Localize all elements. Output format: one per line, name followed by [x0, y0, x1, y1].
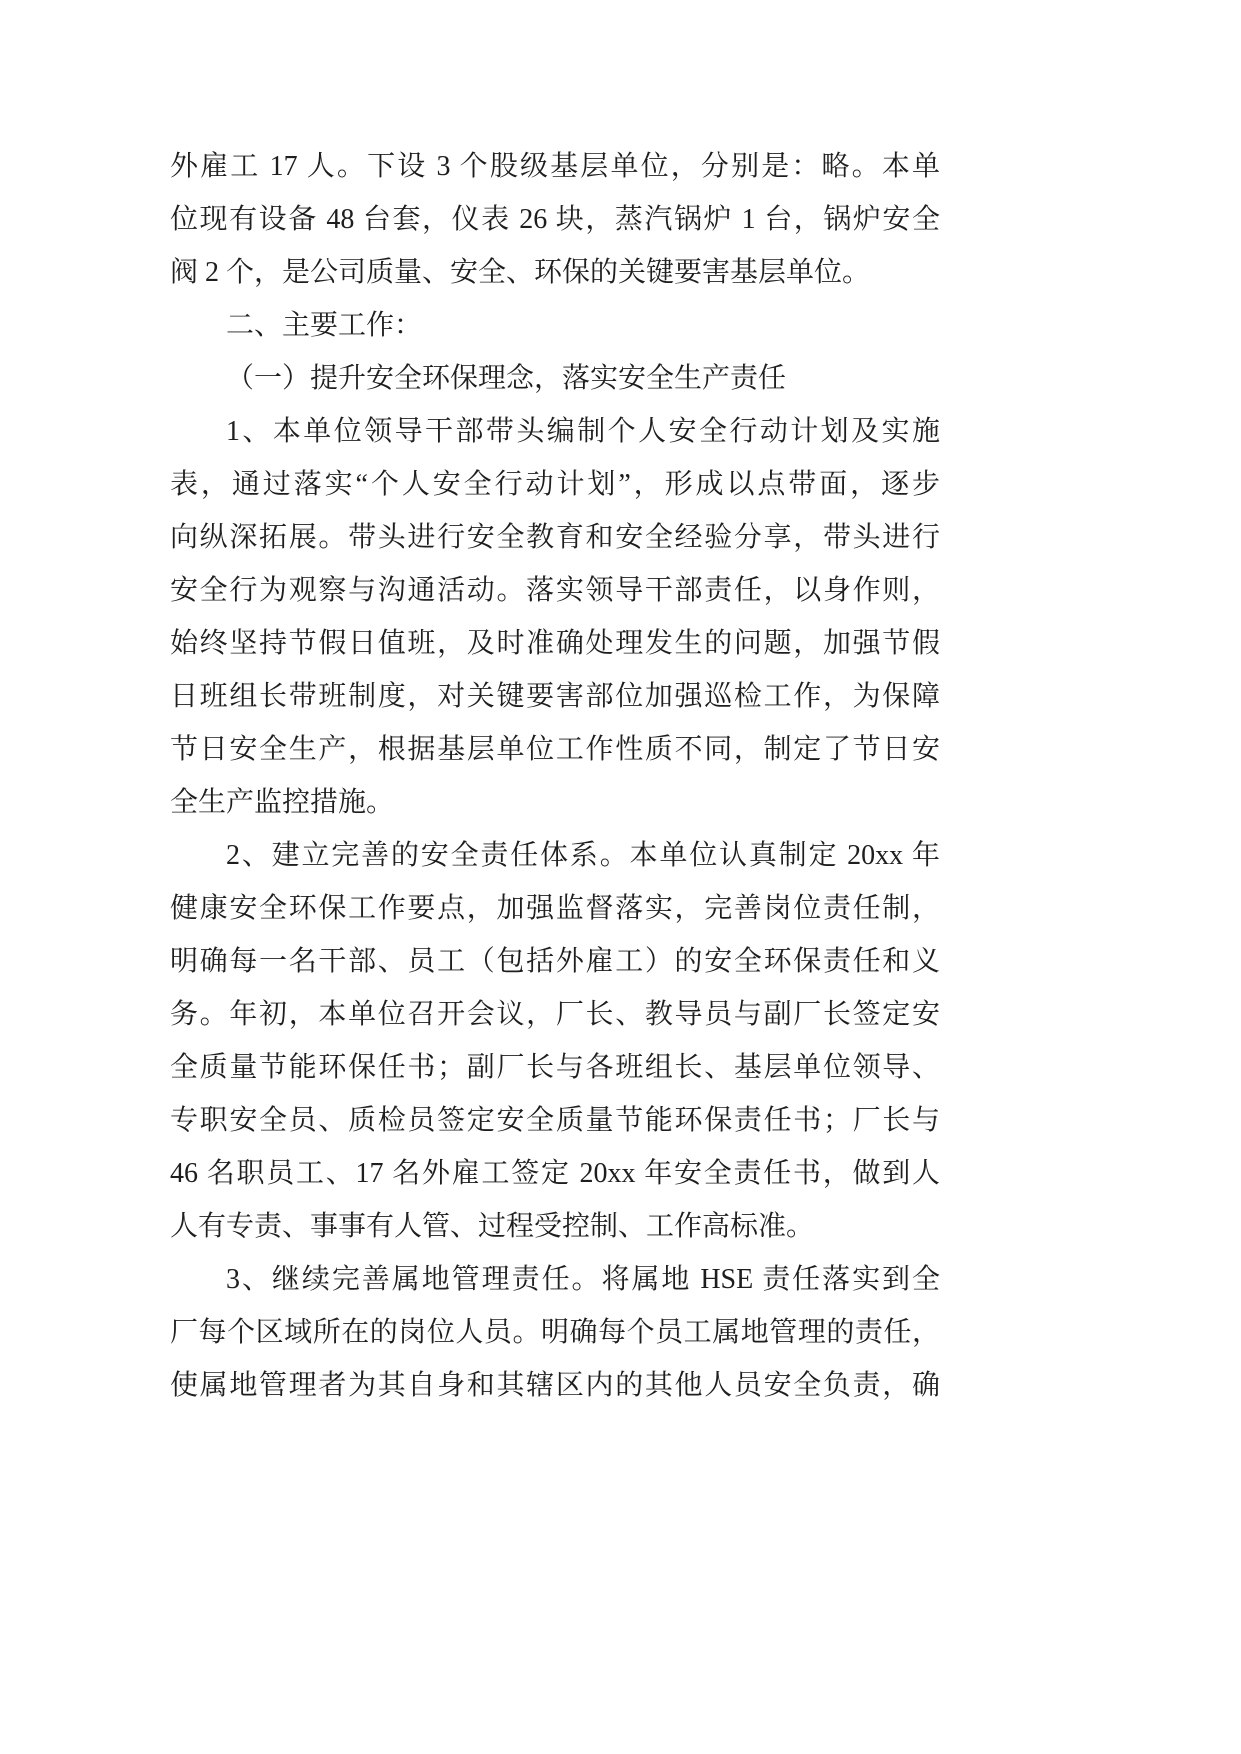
paragraph-item-3 [170, 1253, 940, 1412]
text-line: 1、本单位领导干部带头编制个人安全行动计划及实施 [226, 416, 940, 447]
text-line: 健康安全环保工作要点，加强监督落实，完善岗位责任制， [170, 893, 940, 924]
text-line: 外雇工 17 人。下设 3 个股级基层单位，分别是：略。本单 [170, 151, 940, 182]
text-line: 日班组长带班制度，对关键要害部位加强巡检工作，为保障 [170, 681, 940, 712]
text-line: 节日安全生产，根据基层单位工作性质不同，制定了节日安 [170, 734, 940, 765]
text-line: 3、继续完善属地管理责任。将属地 HSE 责任落实到全 [226, 1264, 940, 1295]
text-line: 安全行为观察与沟通活动。落实领导干部责任，以身作则， [170, 575, 940, 606]
paragraph-unit-overview [170, 140, 940, 299]
text-line: 46 名职员工、17 名外雇工签定 20xx 年安全责任书，做到人 [170, 1158, 940, 1189]
text-line: 位现有设备 48 台套，仪表 26 块，蒸汽锅炉 1 台，锅炉安全 [170, 204, 940, 235]
paragraph-item-1 [170, 405, 940, 829]
subsection-heading [170, 352, 940, 405]
section-heading [170, 299, 940, 352]
text-line: 阀 2 个，是公司质量、安全、环保的关键要害基层单位。 [170, 257, 871, 288]
text-line: 使属地管理者为其自身和其辖区内的其他人员安全负责，确 [170, 1370, 940, 1401]
text-line: 全生产监控措施。 [170, 787, 395, 818]
text-line: 全质量节能环保任书；副厂长与各班组长、基层单位领导、 [170, 1052, 940, 1083]
text-line: 2、建立完善的安全责任体系。本单位认真制定 20xx 年 [226, 840, 940, 871]
text-line: 向纵深拓展。带头进行安全教育和安全经验分享，带头进行 [170, 522, 940, 553]
text-line: 表，通过落实“个人安全行动计划”，形成以点带面，逐步 [170, 469, 940, 500]
text-line: 始终坚持节假日值班，及时准确处理发生的问题，加强节假 [170, 628, 940, 659]
paragraph-item-2 [170, 829, 940, 1253]
text-line: 明确每一名干部、员工（包括外雇工）的安全环保责任和义 [170, 946, 940, 977]
text-line: 人有专责、事事有人管、过程受控制、工作高标准。 [170, 1211, 815, 1242]
text-line: 厂每个区域所在的岗位人员。明确每个员工属地管理的责任， [170, 1317, 940, 1348]
heading-main-work: 二、主要工作： [226, 310, 423, 341]
heading-subsection-1: （一）提升安全环保理念，落实安全生产责任 [226, 363, 787, 394]
document-body [170, 140, 940, 1412]
text-line: 务。年初，本单位召开会议，厂长、教导员与副厂长签定安 [170, 999, 940, 1030]
text-line: 专职安全员、质检员签定安全质量节能环保责任书；厂长与 [170, 1105, 940, 1136]
